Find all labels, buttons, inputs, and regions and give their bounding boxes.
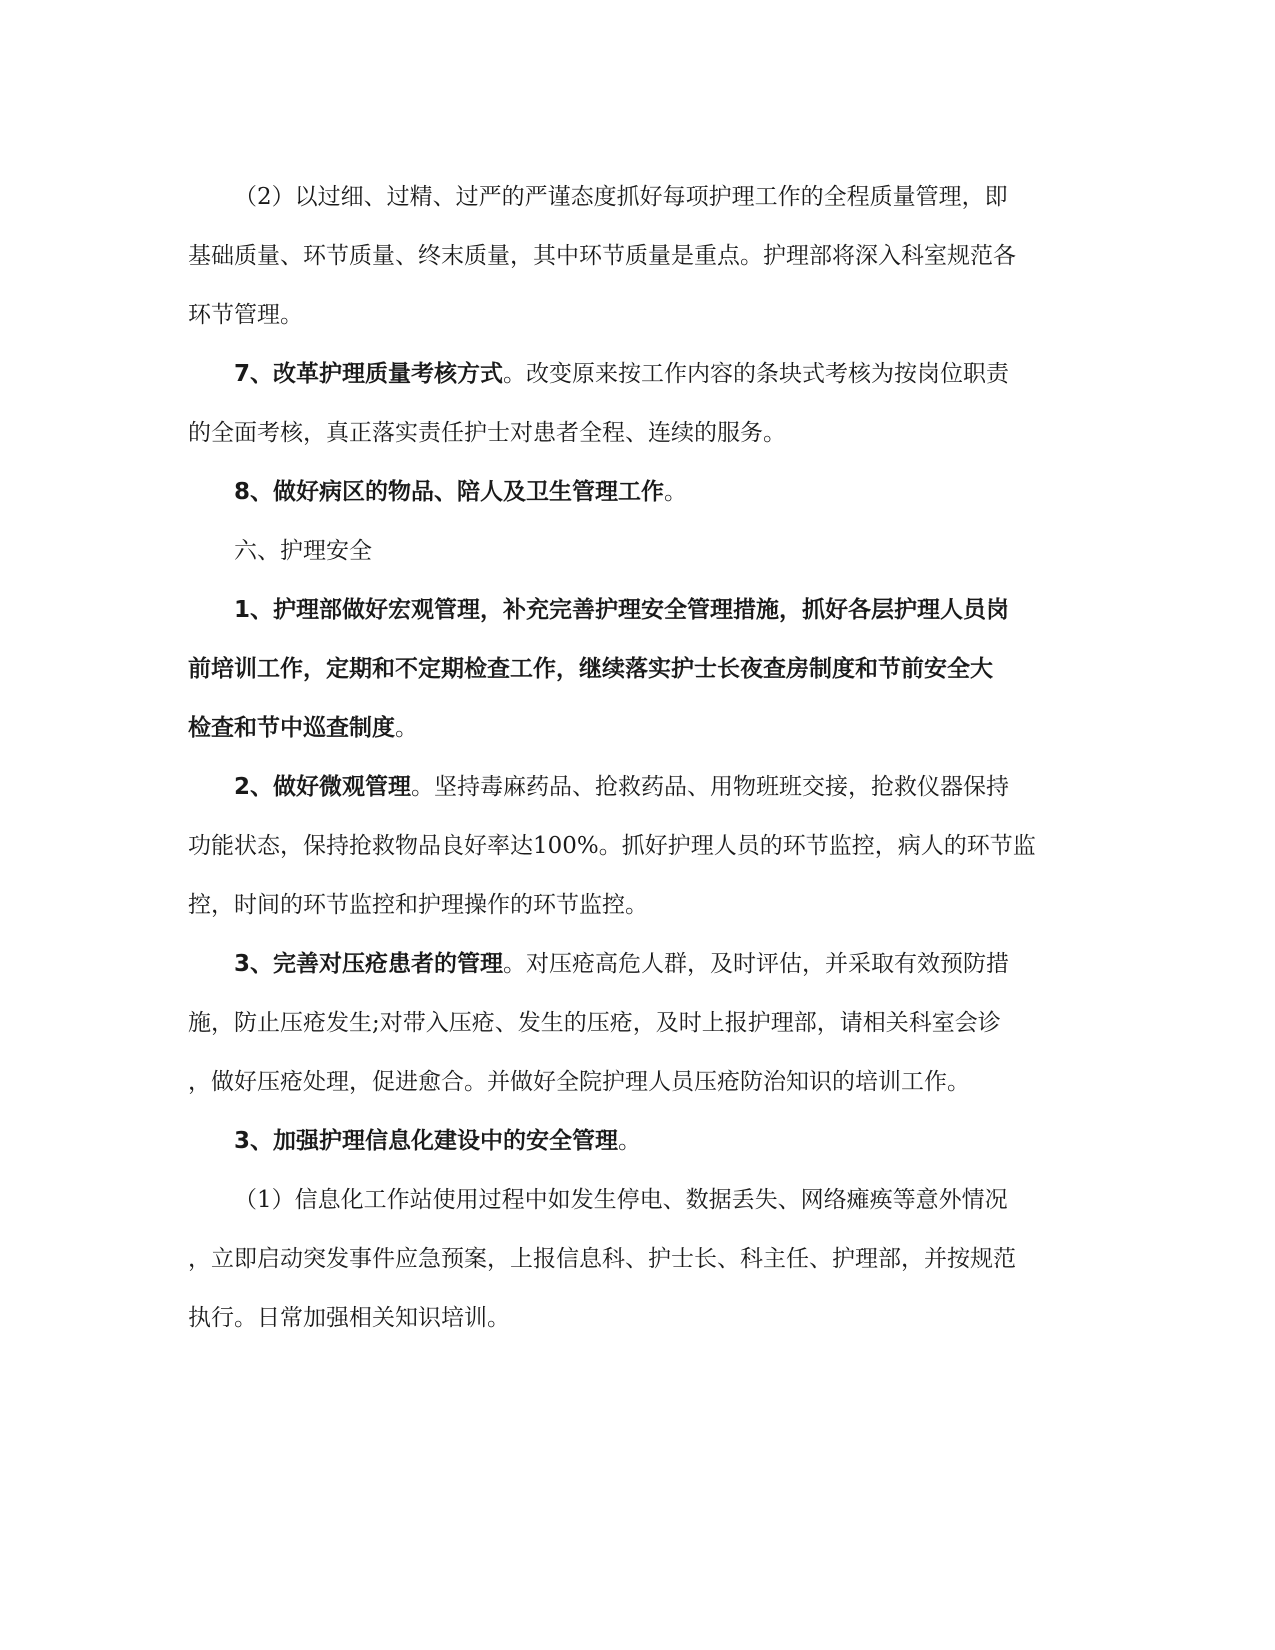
text-line: 环节管理。 — [188, 302, 303, 328]
section-title: 六、护理安全 — [234, 538, 372, 564]
text-line: （1）信息化工作站使用过程中如发生停电、数据丢失、网络瘫痪等意外情况 — [234, 1187, 1008, 1213]
text-line: ，做好压疮处理，促进愈合。并做好全院护理人员压疮防治知识的培训工作。 — [188, 1069, 970, 1095]
item-heading: 检查和节中巡查制度 — [188, 715, 395, 741]
item-text: 。改变原来按工作内容的条块式考核为按岗位职责 — [503, 361, 1010, 387]
paragraph-safety-item-3b — [188, 1112, 1088, 1171]
item-text: 。 — [664, 479, 688, 505]
text-line: 功能状态，保持抢救物品良好率达100%。抓好护理人员的环节监控，病人的环节监 — [188, 833, 1036, 859]
text-line: 施，防止压疮发生;对带入压疮、发生的压疮，及时上报护理部，请相关科室会诊 — [188, 1010, 1001, 1036]
text-line: 1、护理部做好宏观管理，补充完善护理安全管理措施，抓好各层护理人员岗 — [234, 597, 1010, 623]
paragraph-quality-management — [188, 168, 1088, 345]
paragraph-safety-item-1 — [188, 581, 1088, 758]
item-text: 。对压疮高危人群，及时评估，并采取有效预防措 — [503, 951, 1010, 977]
item-heading: 2、做好微观管理 — [234, 774, 412, 800]
text-line — [188, 345, 1088, 404]
text-line: 前培训工作，定期和不定期检查工作，继续落实护士长夜查房制度和节前安全大 — [188, 656, 993, 682]
item-text: 。 — [395, 715, 418, 741]
document-body — [188, 168, 1088, 1348]
text-line: 执行。日常加强相关知识培训。 — [188, 1305, 510, 1331]
item-heading: 8、做好病区的物品、陪人及卫生管理工作 — [234, 479, 665, 505]
text-line — [188, 463, 1088, 522]
paragraph-item-8 — [188, 463, 1088, 522]
item-heading: 7、改革护理质量考核方式 — [234, 361, 504, 387]
text-line: （2）以过细、过精、过严的严谨态度抓好每项护理工作的全程质量管理，即 — [234, 184, 1008, 210]
item-text: 。坚持毒麻药品、抢救药品、用物班班交接，抢救仪器保持 — [411, 774, 1010, 800]
text-line: 控，时间的环节监控和护理操作的环节监控。 — [188, 892, 648, 918]
text-line: 的全面考核，真正落实责任护士对患者全程、连续的服务。 — [188, 420, 786, 446]
text-line — [188, 935, 1088, 994]
item-heading: 3、完善对压疮患者的管理 — [234, 951, 504, 977]
text-line: ，立即启动突发事件应急预案，上报信息科、护士长、科主任、护理部，并按规范 — [188, 1246, 1016, 1272]
text-line — [188, 699, 1088, 758]
text-line: 基础质量、环节质量、终末质量，其中环节质量是重点。护理部将深入科室规范各 — [188, 243, 1016, 269]
paragraph-item-7 — [188, 345, 1088, 463]
paragraph-information-station — [188, 1171, 1088, 1348]
section-heading-nursing-safety — [188, 522, 1088, 581]
item-heading: 3、加强护理信息化建设中的安全管理 — [234, 1128, 619, 1154]
text-line — [188, 1112, 1088, 1171]
paragraph-safety-item-3 — [188, 935, 1088, 1112]
paragraph-safety-item-2 — [188, 758, 1088, 935]
text-line — [188, 758, 1088, 817]
item-text: 。 — [618, 1128, 642, 1154]
